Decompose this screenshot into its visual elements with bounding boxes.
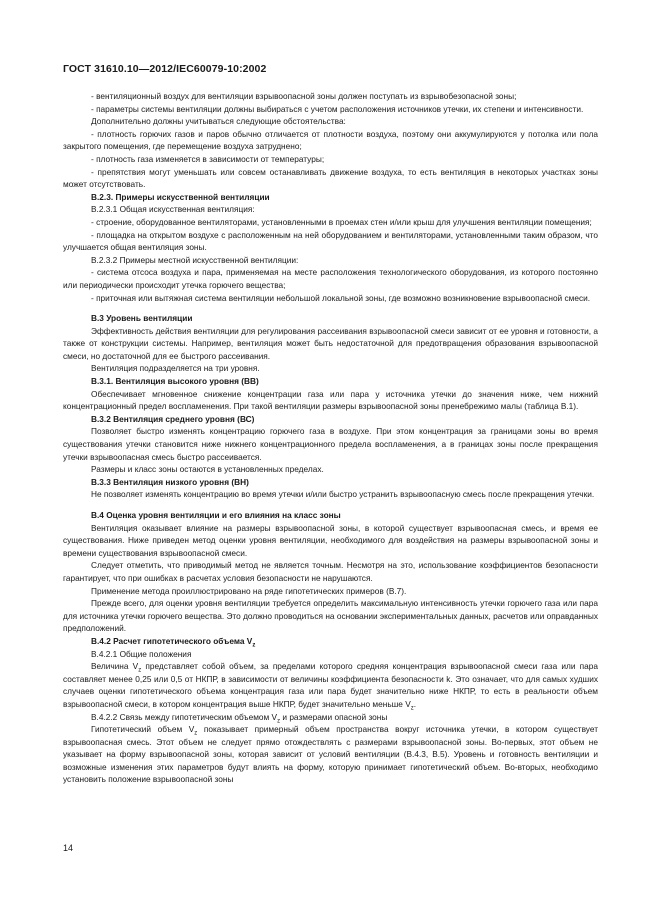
text-run: B.3.3 Вентиляция низкого уровня (ВН) <box>91 476 249 487</box>
text-run: Величина V <box>91 661 139 672</box>
document-body <box>63 90 598 786</box>
text-run: Не позволяет изменять концентрацию во время утечки и/или быстро устранить взрывоопасную смесь после прекращения утечки. <box>91 489 595 500</box>
paragraph <box>63 103 598 116</box>
paragraph <box>63 585 598 598</box>
subscript: z <box>138 667 142 674</box>
paragraph <box>63 711 598 724</box>
subscript: z <box>277 718 281 725</box>
text-run: - вентиляционный воздух для вентиляции взрывоопасной зоны должен поступать из взрывобезопасной зоны; <box>91 91 517 101</box>
document-header: ГОСТ 31610.10—2012/IEC60079-10:2002 <box>63 63 267 75</box>
paragraph <box>63 463 598 476</box>
paragraph <box>63 153 598 166</box>
section-heading <box>63 375 598 388</box>
text-run: B.2.3.2 Примеры местной искусственной вентиляции: <box>91 254 299 265</box>
paragraph <box>63 425 598 463</box>
paragraph <box>63 128 598 153</box>
text-run: B.4 Оценка уровня вентиляции и его влияния на класс зоны <box>91 510 341 520</box>
text-run: Размеры и класс зоны остаются в установленных пределах. <box>91 464 324 475</box>
text-run: B.3 Уровень вентиляции <box>91 313 193 324</box>
text-run: B.4.2.1 Общие положения <box>91 648 192 659</box>
text-run: и размерами опасной зоны <box>280 711 388 722</box>
subscript: z <box>410 705 414 712</box>
text-run: Эффективность действия вентиляции для регулирования рассеивания взрывоопасной смеси зависит от ее уровня и готовности, а также от конструкции системы. Например, вентиляция может быть недостаточной для предотвращения образования взрывоопасной смеси, но достаточной для ее быстрого рассеивания. <box>63 325 598 361</box>
paragraph <box>63 388 598 413</box>
paragraph <box>63 203 598 216</box>
paragraph <box>63 648 598 661</box>
text-run: Обеспечивает мгновенное снижение концентрации газа или пара у источника утечки до значения ниже, чем нижний концентрационный предел воспламенения. При такой вентиляции размеры взрывоопасной зоны пренебрежимо малы (таблица B.1). <box>63 388 598 412</box>
text-run: Гипотетический объем V <box>91 724 195 735</box>
text-run: Позволяет быстро изменять концентрацию горючего газа в воздухе. При этом концентрация за границами зоны во время существования утечки становится ниже нижнего концентрационного предела воспламенения, а в границах зоны после прекращения утечки взрывоопасная смесь быстро рассеивается. <box>63 426 598 462</box>
paragraph <box>63 254 598 267</box>
text-run: - площадка на открытом воздухе с расположенным на ней оборудованием и вентиляторами, установленными таким образом, что улучшается общая вентиляция зоны. <box>63 229 598 253</box>
section-heading <box>63 635 598 648</box>
section-heading <box>63 312 598 325</box>
text-run: - система отсоса воздуха и пара, применяемая на месте расположения технологического оборудования, из которого постоянно или периодически происходит утечка горючего вещества; <box>63 267 598 290</box>
text-run: Прежде всего, для оценки уровня вентиляции требуется определить максимальную интенсивность утечки горючего газа или пара для источника утечки горючего вещества. Это должно проводиться на основании экспериментальных данных, расчетов или оправданных предположений. <box>63 598 598 634</box>
paragraph <box>63 325 598 363</box>
paragraph <box>63 266 598 291</box>
paragraph <box>63 362 598 375</box>
paragraph <box>63 660 598 710</box>
paragraph <box>63 115 598 128</box>
text-run: B.3.1. Вентиляция высокого уровня (ВВ) <box>91 376 259 387</box>
text-run: B.2.3. Примеры искусственной вентиляции <box>91 191 270 202</box>
paragraph <box>63 559 598 584</box>
text-run: - параметры системы вентиляции должны выбираться с учетом расположения источников утечки, их степени и интенсивности. <box>91 103 584 114</box>
section-heading <box>63 191 598 204</box>
paragraph <box>63 216 598 229</box>
text-run: показывает примерный объем пространства вокруг источника утечки, в котором существует взрывоопасная смесь. Этот объем не следует прямо отождествлять с размерами взрывоопасной зоны. Во-первых, этот объем не указывает на форму взрывоопасной зоны, которая зависит от условий вентиляции (B.4.3, B.5). Уровень и готовность вентиляции и возможные изменения этих параметров будут влиять на форму, которую принимает гипотетический объем. Во-вторых, необходимо установить положение взрывоопасной зоны <box>63 724 598 785</box>
text-run: - приточная или вытяжная система вентиляции небольшой локальной зоны, где возможно возникновение взрывоопасной смеси. <box>91 292 591 303</box>
text-run: - плотность газа изменяется в зависимости от температуры; <box>91 153 325 164</box>
paragraph <box>63 522 598 560</box>
paragraph <box>63 597 598 635</box>
subscript: z <box>194 730 198 737</box>
text-run: - плотность горючих газов и паров обычно отличается от плотности воздуха, поэтому они аккумулируются у потолка или пола закрытого помещения, где перемещение воздуха затруднено; <box>63 128 598 152</box>
text-run: представляет собой объем, за пределами которого средняя концентрация взрывоопасной смеси газа или пара составляет менее 0,25 или 0,5 от НКПР, в зависимости от величины коэффициента безопасности k. Это означает, что для самых худших случаев оценки гипотетического объема концентрация газа или пара будет значительно ниже НКПР, то есть в реальности объем взрывоопасной смеси, в котором концентрация выше НКПР, будет значительно меньше V <box>63 661 599 709</box>
text-run: Применение метода проиллюстрировано на ряде гипотетических примеров (B.7). <box>91 585 407 596</box>
text-run: B.4.2 Расчет гипотетического объема V <box>91 635 253 646</box>
text-run: B.3.2 Вентиляция среднего уровня (ВС) <box>91 413 255 424</box>
paragraph <box>63 292 598 305</box>
text-run: . <box>413 698 417 709</box>
paragraph <box>63 90 598 103</box>
section-heading <box>63 509 598 522</box>
paragraph <box>63 229 598 254</box>
text-run: - препятствия могут уменьшать или совсем останавливать движение воздуха, то есть вентиляция в некоторых участках зоны может отсутствовать. <box>63 166 598 190</box>
paragraph <box>63 488 598 501</box>
subscript: z <box>252 642 256 649</box>
text-run: Дополнительно должны учитываться следующие обстоятельства: <box>91 116 346 127</box>
section-heading <box>63 476 598 489</box>
paragraph <box>63 723 598 786</box>
text-run: Следует отметить, что приводимый метод не является точным. Несмотря на это, использование коэффициентов безопасности гарантирует, что при ошибках в расчетах условия безопасности не нарушаются. <box>63 560 598 583</box>
section-heading <box>63 413 598 426</box>
text-run: B.4.2.2 Связь между гипотетическим объемом V <box>91 711 278 722</box>
text-run: Вентиляция подразделяется на три уровня. <box>91 363 260 374</box>
paragraph <box>63 166 598 191</box>
text-run: B.2.3.1 Общая искусственная вентиляция: <box>91 204 255 215</box>
page-number: 14 <box>63 843 74 853</box>
text-run: Вентиляция оказывает влияние на размеры взрывоопасной зоны, в которой существует взрывоопасная смесь, и время ее существования. Ниже приведен метод оценки уровня вентиляции, необходимого для воздействия на размеры взрывоопасной зоны и времени существования взрывоопасной смеси. <box>63 522 598 558</box>
text-run: - строение, оборудованное вентиляторами, установленными в проемах стен и/или крыш для улучшения вентиляции помещения; <box>91 216 592 227</box>
